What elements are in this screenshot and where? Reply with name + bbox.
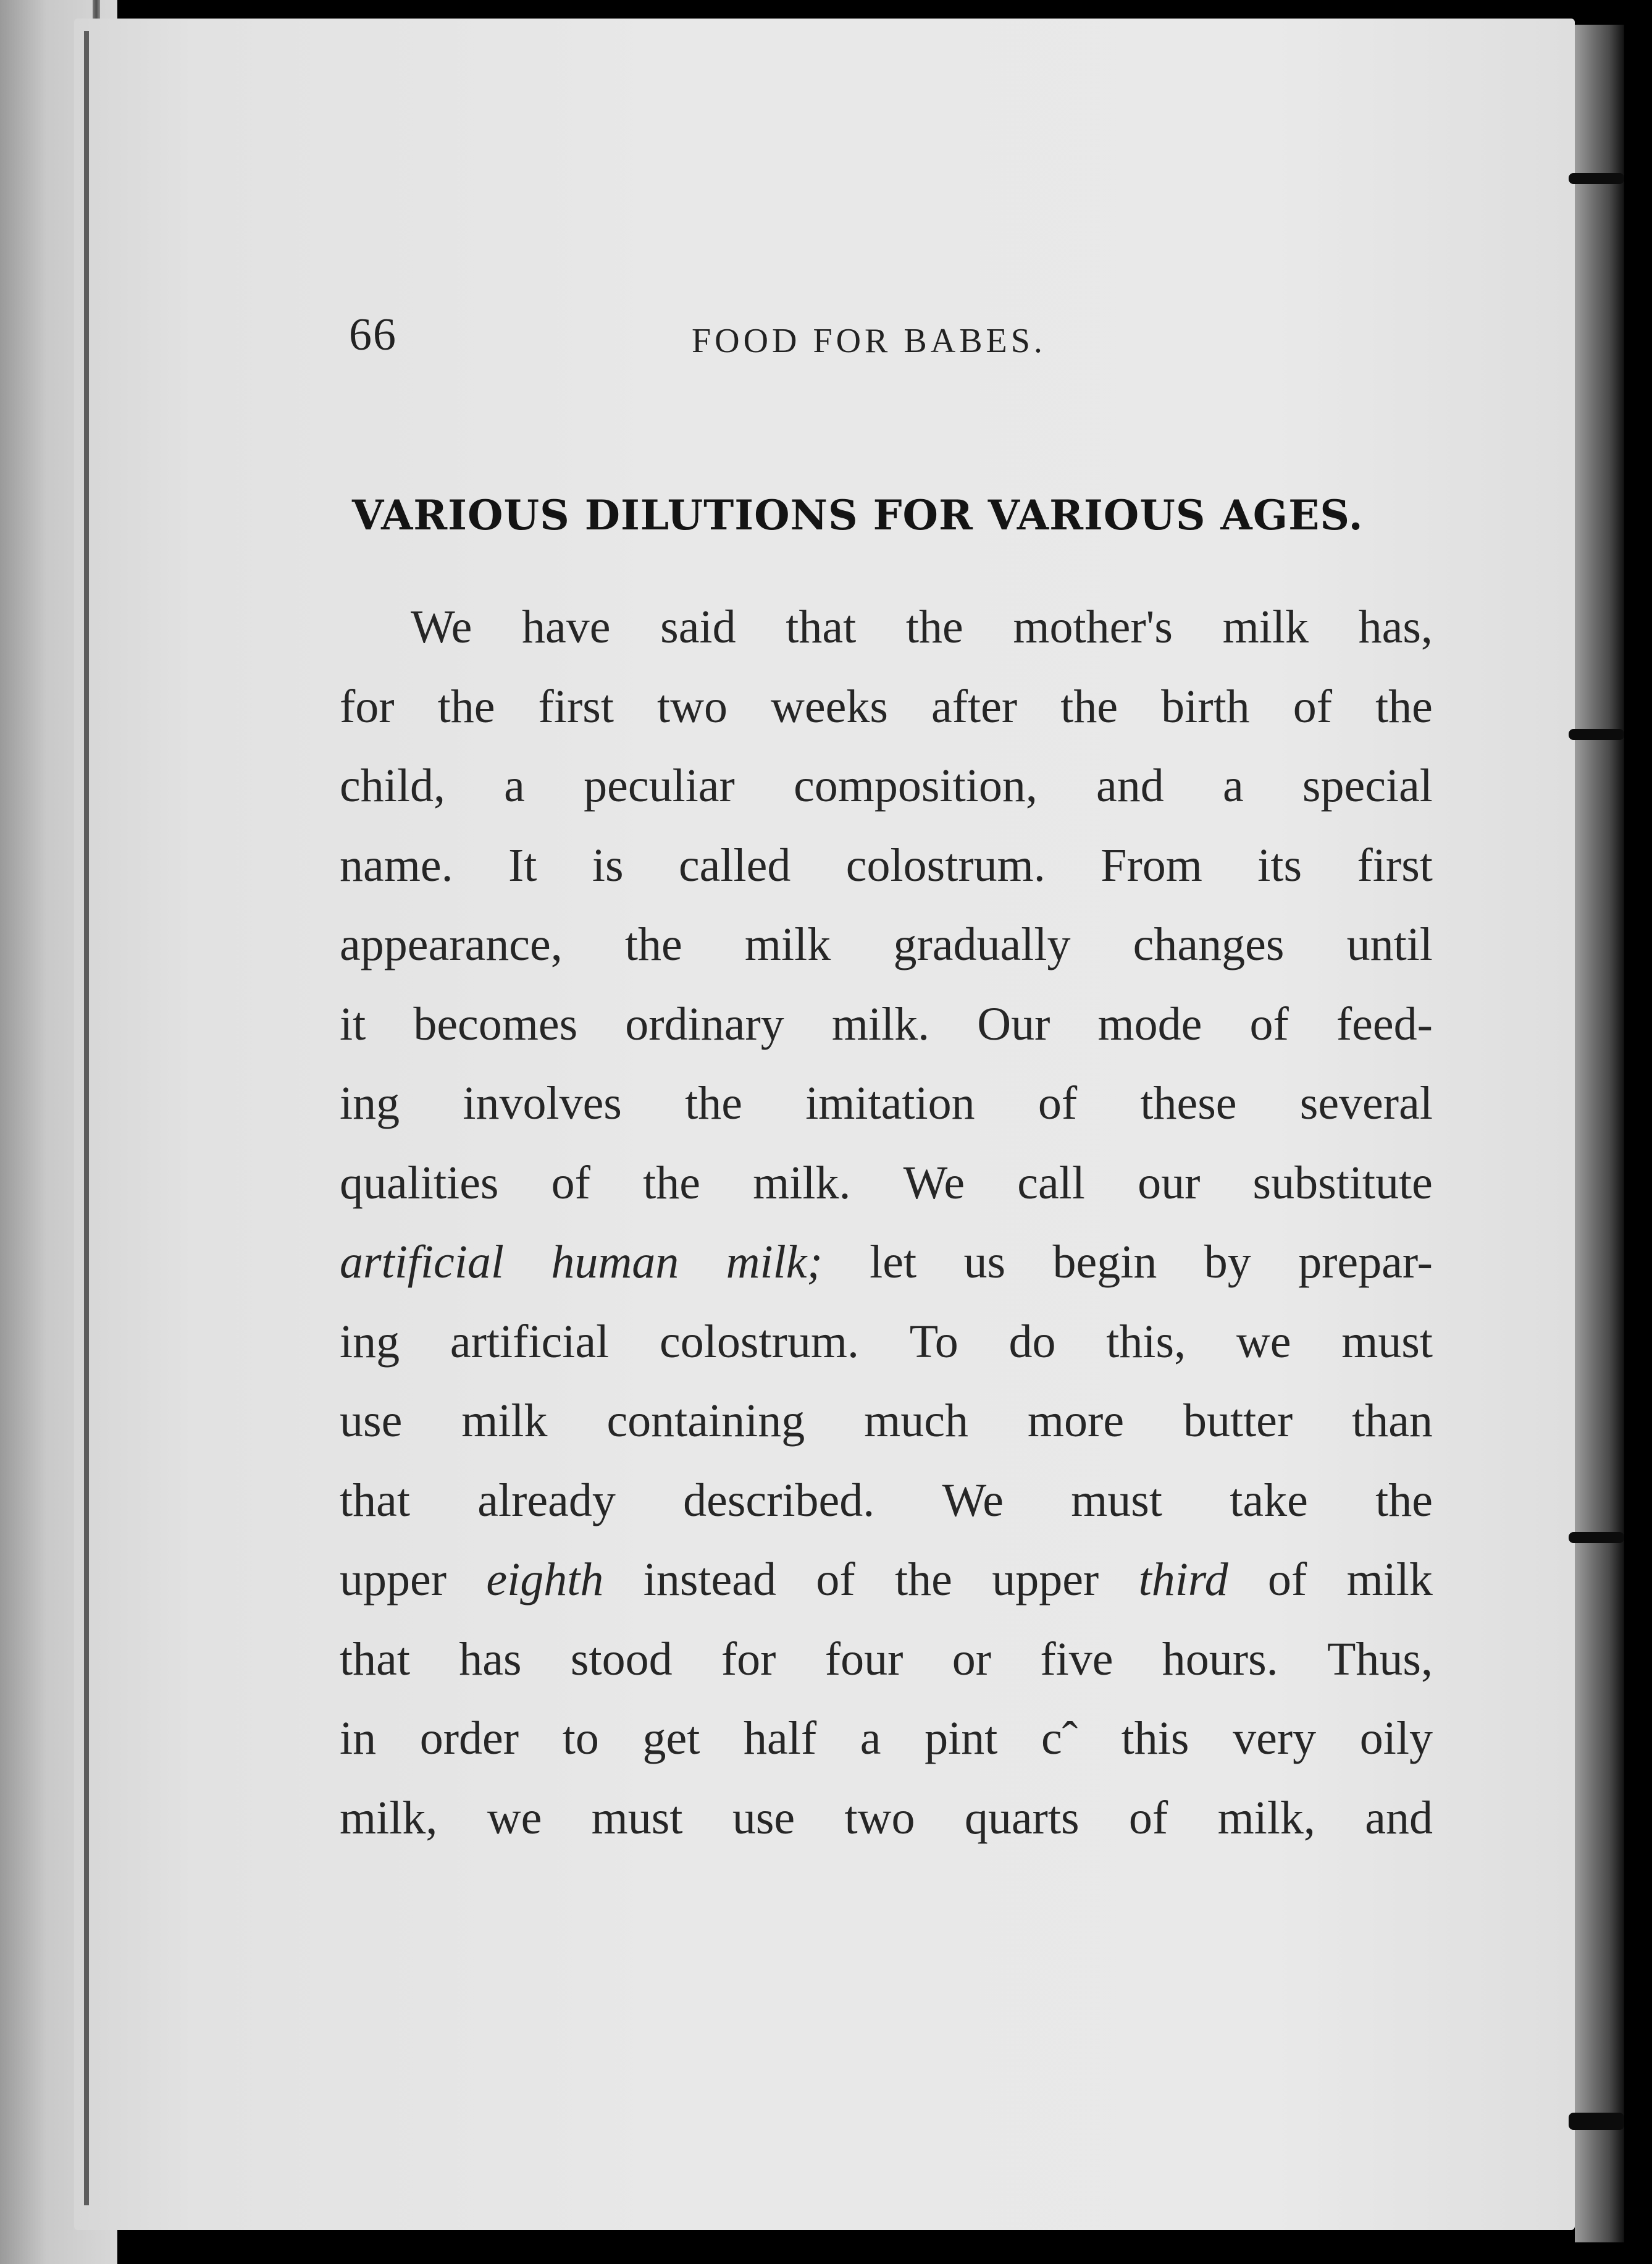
word: third	[1138, 1554, 1228, 1605]
binding-stitch	[1569, 729, 1624, 740]
word: child,	[340, 760, 445, 812]
text-line	[340, 1152, 1433, 1232]
word: eighth	[486, 1554, 604, 1605]
word: much	[864, 1395, 969, 1447]
word: a	[1222, 760, 1244, 812]
word: several	[1299, 1077, 1433, 1129]
word: use	[340, 1395, 403, 1447]
word: name.	[340, 839, 453, 891]
section-heading: VARIOUS DILUTIONS FOR VARIOUS AGES.	[352, 491, 1364, 539]
word: appearance,	[340, 919, 563, 970]
word: after	[931, 680, 1018, 733]
word: milk	[744, 919, 831, 970]
word: our	[1138, 1156, 1201, 1209]
word: cˆ	[1041, 1712, 1078, 1764]
word: milk,	[1217, 1791, 1315, 1844]
word: containing	[606, 1395, 805, 1447]
text-line	[340, 914, 1433, 993]
word: involves	[463, 1077, 622, 1129]
word: birth	[1161, 680, 1250, 733]
word: colostrum.	[845, 839, 1046, 891]
word: of	[1038, 1077, 1078, 1129]
word: the	[905, 601, 963, 653]
word: and	[1365, 1791, 1433, 1844]
word: first	[1357, 839, 1433, 891]
word: must	[591, 1791, 683, 1844]
word: the	[1375, 1474, 1433, 1526]
word: for	[721, 1633, 776, 1685]
word: by	[1204, 1236, 1251, 1288]
word: butter	[1183, 1395, 1293, 1447]
word: feed-	[1336, 998, 1433, 1050]
word: We	[903, 1156, 965, 1209]
word: mode	[1097, 998, 1202, 1050]
word: get	[642, 1712, 700, 1764]
binding-stitch	[1569, 2113, 1624, 2130]
running-head: FOOD FOR BABES.	[692, 322, 1046, 360]
word: order	[419, 1712, 519, 1764]
word: milk.	[831, 998, 930, 1050]
word: upper	[992, 1554, 1099, 1605]
text-line	[340, 835, 1433, 914]
word: must	[1341, 1315, 1433, 1368]
word: take	[1230, 1474, 1308, 1526]
word: do	[1008, 1315, 1056, 1368]
word: said	[660, 601, 736, 653]
binding-stitch	[1569, 1532, 1624, 1543]
word: of	[1249, 998, 1289, 1050]
word: hours.	[1162, 1633, 1278, 1685]
text-line	[340, 993, 1433, 1073]
word: weeks	[771, 680, 888, 733]
word: described.	[683, 1474, 875, 1526]
page-header	[349, 303, 1436, 377]
word: stood	[570, 1633, 673, 1685]
word: than	[1352, 1395, 1433, 1447]
word: milk,	[340, 1791, 438, 1844]
word: a	[860, 1712, 881, 1764]
word: very	[1233, 1712, 1317, 1764]
word: a	[504, 760, 525, 812]
word: From	[1101, 839, 1202, 891]
word: these	[1140, 1077, 1237, 1129]
word: two	[657, 680, 728, 733]
text-line	[340, 1390, 1433, 1470]
word: artificial	[450, 1315, 610, 1368]
binding-stitch	[1569, 173, 1624, 184]
word: instead	[643, 1554, 776, 1605]
word: has,	[1358, 601, 1433, 653]
text-line	[340, 1707, 1433, 1787]
word: imitation	[805, 1077, 975, 1129]
word: composition,	[794, 760, 1038, 812]
word: we	[1236, 1315, 1291, 1368]
word: gradually	[893, 919, 1071, 970]
word: of	[1293, 680, 1333, 733]
word: the	[1375, 680, 1433, 733]
word: that	[786, 601, 857, 653]
word: human	[551, 1236, 679, 1288]
word: the	[1060, 680, 1118, 733]
word: four	[824, 1633, 904, 1685]
text-line	[340, 1470, 1433, 1549]
word: We	[411, 601, 472, 653]
word: in	[340, 1712, 377, 1764]
word: milk	[1222, 601, 1309, 653]
text-line	[340, 596, 1433, 676]
word: artificial	[340, 1236, 504, 1288]
word: peculiar	[584, 760, 735, 812]
word: colostrum.	[659, 1315, 859, 1368]
word: ing	[340, 1077, 400, 1129]
word: called	[678, 839, 791, 891]
word: the	[643, 1156, 700, 1209]
word: more	[1027, 1395, 1125, 1447]
word: or	[952, 1633, 992, 1685]
word: of	[816, 1554, 855, 1605]
word: oily	[1359, 1712, 1433, 1764]
word: pint	[925, 1712, 998, 1764]
word: to	[562, 1712, 599, 1764]
word: milk.	[753, 1156, 851, 1209]
word: becomes	[413, 998, 578, 1050]
word: has	[459, 1633, 522, 1685]
word: of	[1267, 1554, 1307, 1605]
word: substitute	[1252, 1156, 1433, 1209]
text-line	[340, 676, 1433, 755]
word: mother's	[1013, 601, 1173, 653]
word: To	[909, 1315, 958, 1368]
text-line	[340, 1072, 1433, 1152]
word: us	[963, 1236, 1006, 1288]
word: begin	[1052, 1236, 1157, 1288]
text-line	[340, 1628, 1433, 1708]
word: must	[1071, 1474, 1162, 1526]
text-line	[340, 1311, 1433, 1391]
word: milk	[461, 1395, 548, 1447]
body-paragraph	[340, 596, 1433, 1866]
page-border-line	[84, 31, 89, 2205]
text-line	[340, 1549, 1433, 1628]
word: have	[522, 601, 611, 653]
word: of	[1128, 1791, 1168, 1844]
text-line	[340, 1231, 1433, 1311]
word: until	[1346, 919, 1433, 970]
word: this,	[1106, 1315, 1186, 1368]
word: milk	[1346, 1554, 1433, 1605]
word: five	[1040, 1633, 1113, 1685]
word: call	[1017, 1156, 1085, 1209]
word: and	[1096, 760, 1164, 812]
page-number: 66	[349, 309, 397, 360]
word: ordinary	[625, 998, 784, 1050]
word: for	[340, 680, 395, 733]
word: half	[743, 1712, 817, 1764]
word: special	[1302, 760, 1433, 812]
text-line	[340, 1787, 1433, 1867]
word: that	[340, 1633, 410, 1685]
word: use	[732, 1791, 795, 1844]
word: two	[844, 1791, 915, 1844]
word: it	[340, 998, 366, 1050]
word: It	[508, 839, 537, 891]
word: the	[685, 1077, 742, 1129]
word: changes	[1133, 919, 1285, 970]
word: qualities	[340, 1156, 499, 1209]
word: the	[624, 919, 682, 970]
word: this	[1121, 1712, 1189, 1764]
word: let	[870, 1236, 917, 1288]
text-line	[340, 755, 1433, 835]
word: the	[437, 680, 495, 733]
word: of	[551, 1156, 590, 1209]
word: is	[592, 839, 624, 891]
word: that	[340, 1474, 410, 1526]
word: quarts	[964, 1791, 1080, 1844]
word: milk;	[726, 1236, 823, 1288]
word: We	[942, 1474, 1004, 1526]
word: its	[1257, 839, 1302, 891]
word: we	[487, 1791, 542, 1844]
word: Thus,	[1327, 1633, 1433, 1685]
book-binding	[1575, 25, 1624, 2242]
word: upper	[340, 1554, 447, 1605]
word: first	[538, 680, 614, 733]
word: the	[894, 1554, 952, 1605]
word: Our	[977, 998, 1050, 1050]
word: ing	[340, 1315, 400, 1368]
word: already	[477, 1474, 616, 1526]
word: prepar-	[1298, 1236, 1433, 1288]
